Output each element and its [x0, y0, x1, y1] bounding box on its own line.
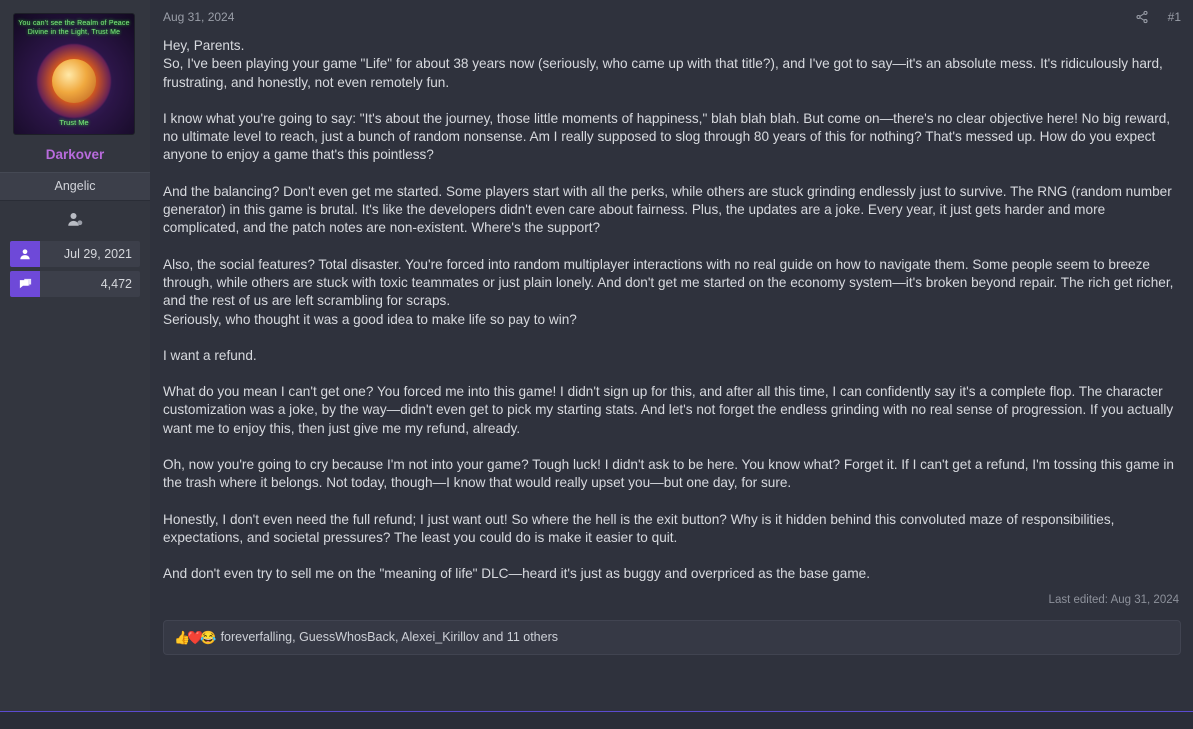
post-paragraph: I want a refund.	[163, 347, 257, 363]
last-edited-label: Last edited:	[1048, 593, 1109, 606]
avatar[interactable]	[13, 13, 135, 135]
messages-icon	[10, 271, 40, 297]
post-number[interactable]: #1	[1167, 10, 1181, 24]
last-edited-date: Aug 31, 2024	[1110, 593, 1179, 606]
user-status-row	[0, 201, 150, 237]
post-paragraph: Honestly, I don't even need the full refund; I just want out! So where the hell is the exit button? Why is it hidden behind this convoluted maze of responsibilities, expectations, and societal pressures? The least you could do is make it easier to quit.	[163, 511, 1115, 545]
reactions-bar[interactable]	[163, 620, 1181, 655]
avatar-top-text: You can't see the Realm of Peace Divine in the Light, Trust Me	[18, 20, 130, 36]
post-paragraph: What do you mean I can't get one? You forced me into this game! I didn't sign up for this, and after all this time, I can confidently say it's a complete flop. The character customization was a joke, by the way—didn't even get to pick my starting stats. And let's not forget the endless grinding with no real sense of progression. If you actually want me to enjoy this, then just give me my refund, already.	[163, 384, 1174, 436]
reaction-names[interactable]: foreverfalling, GuessWhosBack, Alexei_Kirillov and 11 others	[220, 630, 558, 645]
user-icon	[10, 241, 40, 267]
post-message-column	[150, 0, 1193, 711]
post-paragraph: Hey, Parents. So, I've been playing your game "Life" for about 38 years now (seriously, who came up with that title?), and I've got to say—it's an absolute mess. It's ridiculously hard, frustrating, and honestly, not even remotely fun.	[163, 38, 1163, 90]
post-paragraph: And the balancing? Don't even get me started. Some players start with all the perks, while others are stuck grinding endlessly just to survive. The RNG (random number generator) in this game is brutal. It's like the developers didn't even care about fairness. Plus, the updates are a joke. Every year, it just gets harder and more complicated, and the patch notes are non-existent. Where's the support?	[163, 183, 1172, 236]
joined-date: Jul 29, 2021	[40, 241, 140, 267]
user-status-icon	[66, 216, 84, 231]
last-edited	[163, 594, 1181, 606]
avatar-bottom-text: Trust Me	[59, 118, 89, 127]
post-paragraph: I know what you're going to say: "It's about the journey, those little moments of happiness," blah blah blah. But come on—there's no clear objective here! No big reward, no ultimate level to reach, just a bunch of random nonsense. Am I really supposed to slog through 80 years of this for nothing? That's messed up. How do you expect anyone to enjoy a game that's this pointless?	[163, 110, 1171, 163]
post-paragraph: Oh, now you're going to cry because I'm not into your game? Tough luck! I didn't ask to be here. You know what? Forget it. If I can't get a refund, I'm tossing this game in the trash where it belongs. Not today, though—I know that would really upset you—but one day, for sure.	[163, 457, 1174, 491]
stat-row-joined	[10, 241, 140, 267]
reaction-emoji-love: ❤️	[187, 629, 204, 645]
avatar-moon	[52, 59, 96, 103]
stat-row-messages	[10, 271, 140, 297]
reaction-emoji-like: 👍	[174, 629, 191, 645]
post-date[interactable]: Aug 31, 2024	[163, 10, 235, 24]
post-user-column	[0, 0, 150, 711]
post-paragraph: And don't even try to sell me on the "meaning of life" DLC—heard it's just as buggy and overpriced as the base game.	[163, 566, 871, 582]
user-title: Angelic	[0, 172, 150, 201]
post-body	[163, 34, 1181, 584]
message-count: 4,472	[40, 271, 140, 297]
reaction-emojis	[174, 629, 217, 645]
reaction-emoji-haha: 😂	[200, 629, 217, 645]
post-header	[163, 0, 1181, 34]
username-link[interactable]: Darkover	[45, 147, 105, 162]
share-icon[interactable]	[1135, 10, 1149, 24]
post-paragraph: Also, the social features? Total disaster. You're forced into random multiplayer interactions with no real guide on how to navigate them. Some people seem to breeze through, while others are stuck with toxic teammates or just plain lonely. And don't get me started on the economy system—it's broken beyond repair. The rich get richer, and the rest of us are left scrambling for scraps. Seriously, who thought it was a good idea to make life so pay to win?	[163, 256, 1174, 327]
avatar-wrapper	[0, 0, 150, 135]
bottom-bar	[0, 711, 1193, 729]
